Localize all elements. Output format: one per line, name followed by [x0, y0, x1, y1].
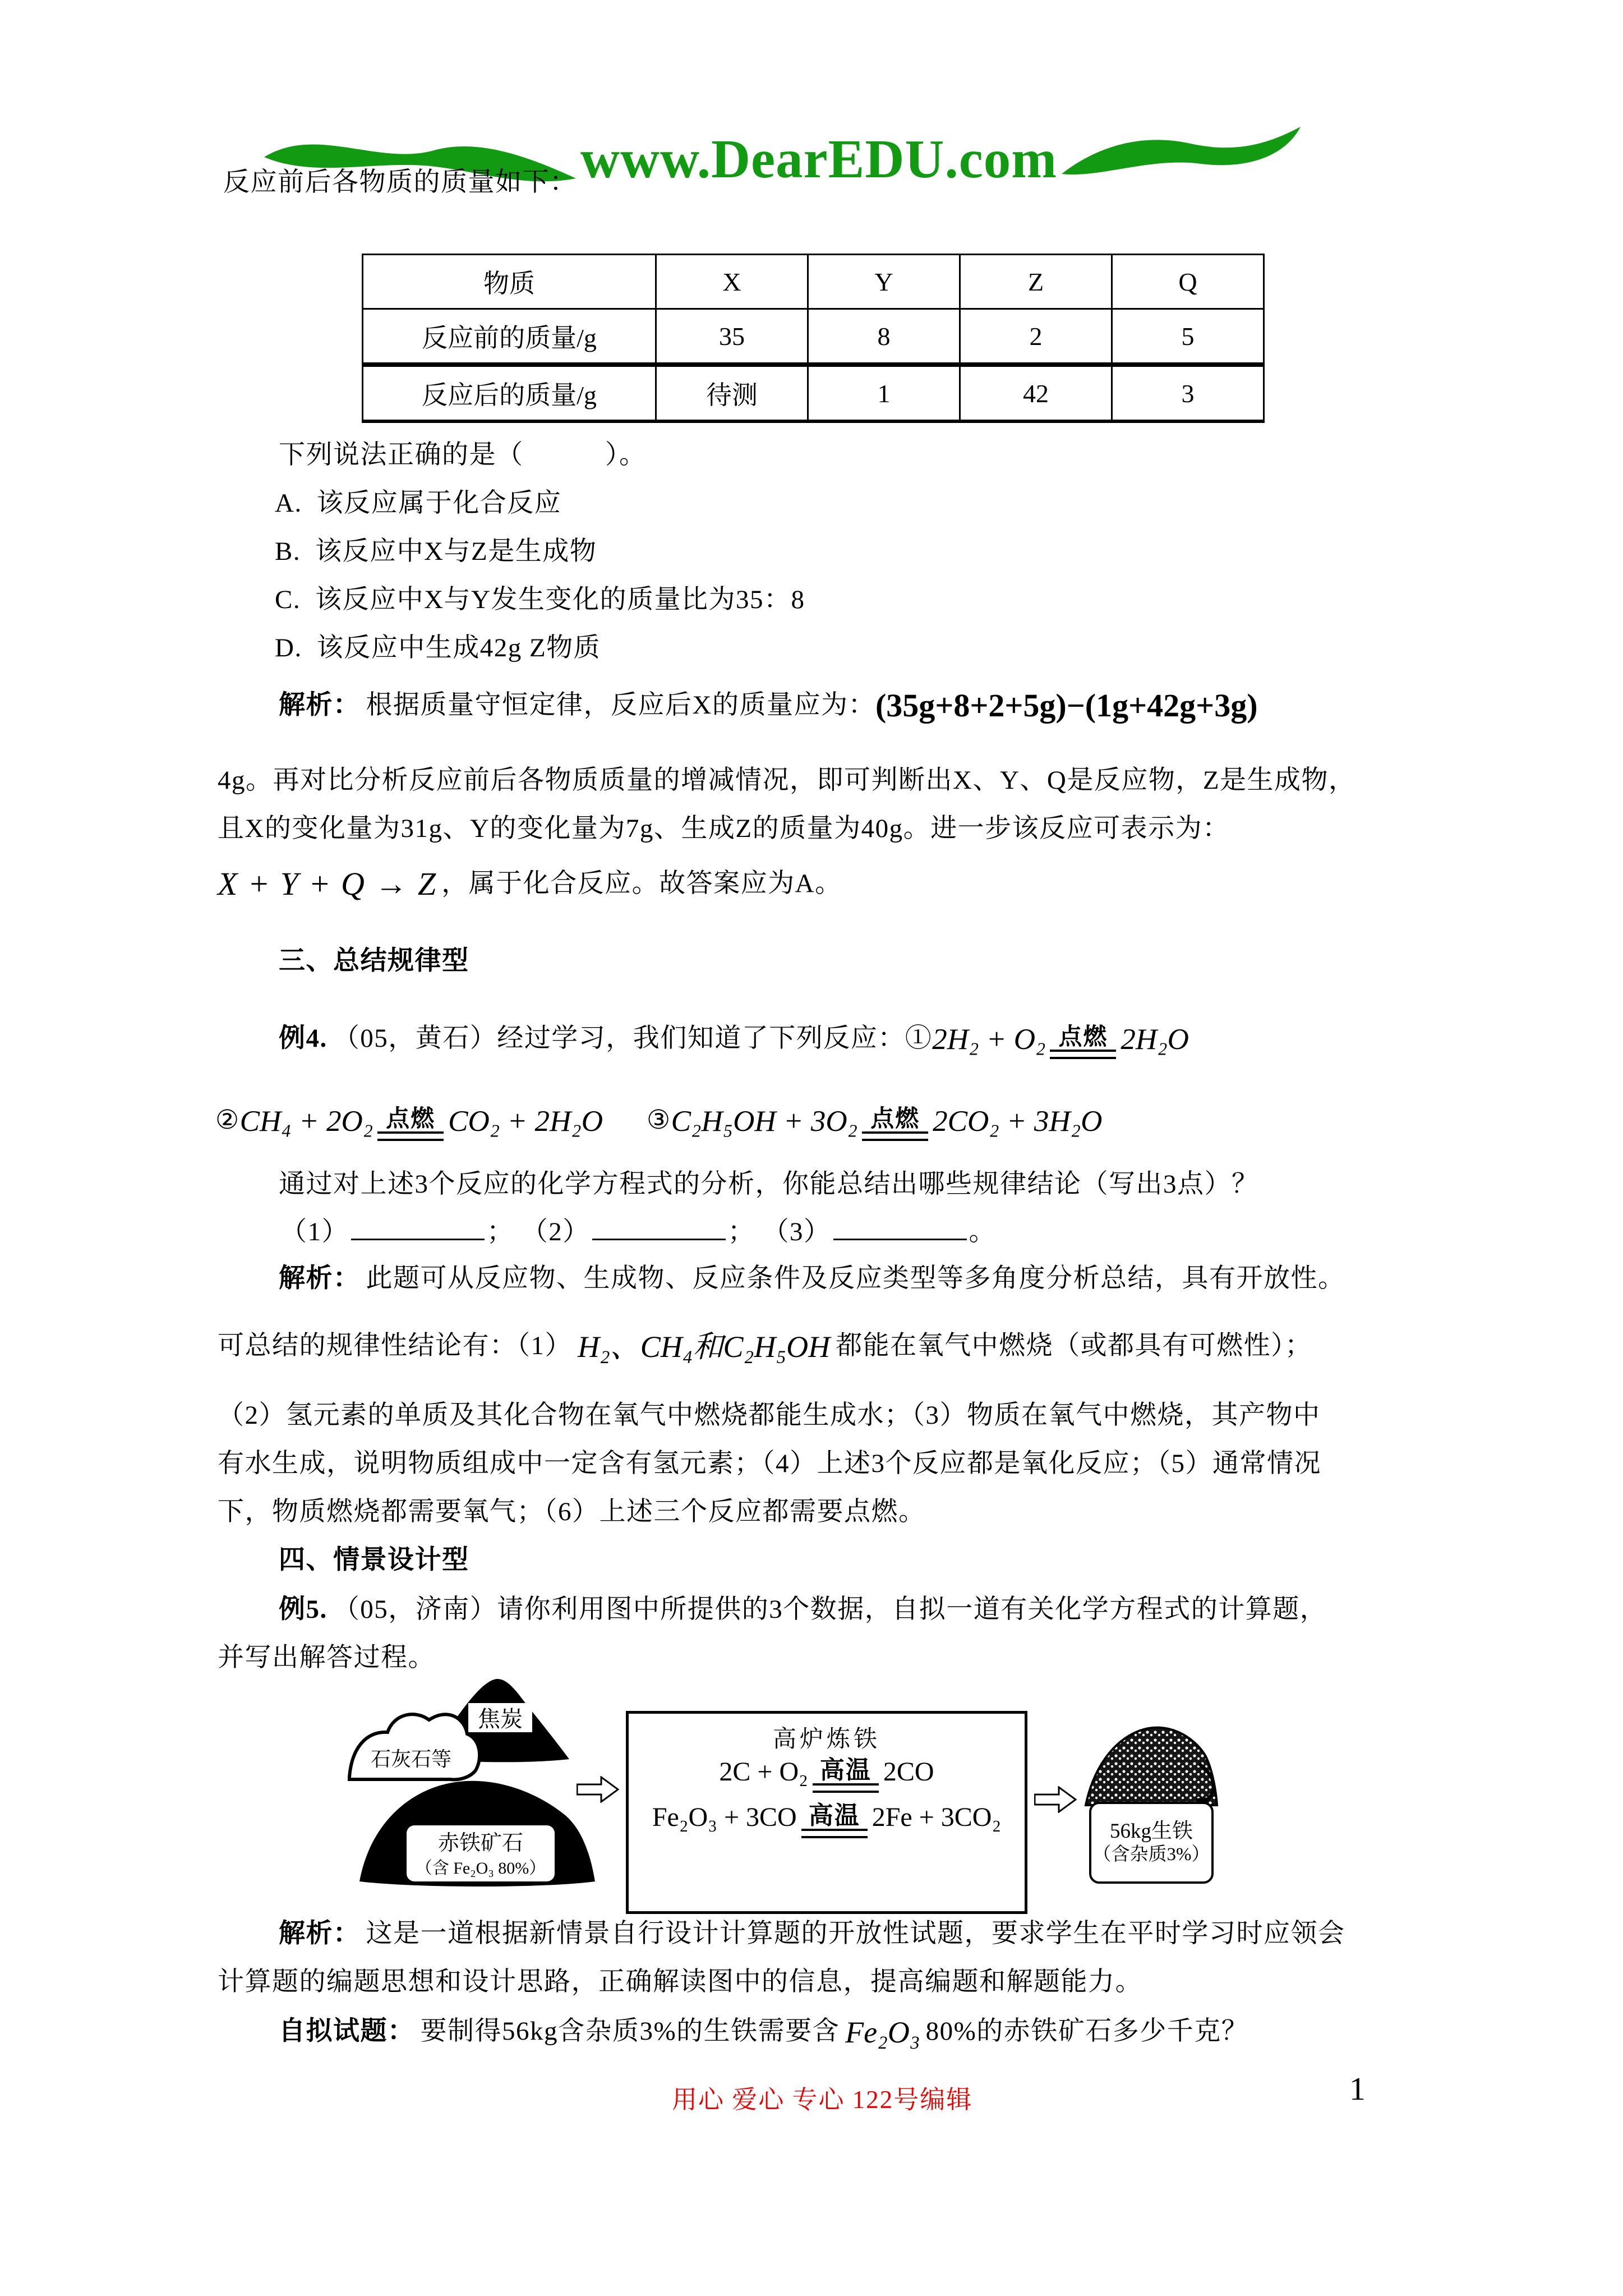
blank1-tail: ；: [487, 1217, 514, 1246]
furnace-equation-1: [719, 1756, 934, 1793]
flow-arrow-icon: [1034, 1786, 1077, 1813]
option-d: [275, 632, 601, 665]
furnace-eq1-condition: [813, 1757, 879, 1793]
blank3-tail: 。: [969, 1217, 996, 1246]
ignite-condition: 点燃: [386, 1106, 436, 1132]
answer-blanks-line: [280, 1214, 996, 1249]
pig-iron-output-box: [1089, 1802, 1214, 1884]
double-equals-line: [801, 1829, 868, 1838]
equation1-lhs: 2H₂ + O₂: [932, 1023, 1046, 1056]
table-cell: 3: [1112, 365, 1264, 421]
analysis-label: 解析：: [279, 1919, 361, 1948]
analysis1-line2: 4g。再对比分析反应前后各物质质量的增减情况，即可判断出X、Y、Q是反应物，Z是生成物，: [218, 766, 1356, 795]
blank2-tail: ；: [727, 1217, 755, 1246]
furnace-equation-2: [652, 1802, 1001, 1838]
table-cell: 35: [656, 309, 808, 365]
row-label: 反应后的质量/g: [363, 365, 656, 421]
high-temp-condition: 高温: [808, 1802, 860, 1830]
self-made-question-post: 80%的赤铁矿石多少千克？: [925, 2017, 1249, 2046]
example4-prompt: 通过对上述3个反应的化学方程式的分析，你能总结出哪些规律结论（写出3点）？: [279, 1170, 1259, 1199]
ignite-condition: 点燃: [1058, 1024, 1108, 1050]
equation3-lhs: C₂H₅OH + 3O₂: [671, 1105, 858, 1138]
table-cell: 2: [960, 309, 1112, 365]
output-impurity-label: （含杂质3%）: [1092, 1844, 1210, 1865]
option-text: 该反应中X与Y发生变化的质量比为35：8: [315, 585, 805, 614]
table-header-cell: Y: [808, 255, 960, 309]
analysis2-line2-post: 都能在氧气中燃烧（或都具有可燃性）；: [836, 1331, 1312, 1360]
option-c: [275, 583, 805, 616]
self-made-question-label: 自拟试题：: [279, 2017, 415, 2046]
option-text: 该反应中X与Z是生成物: [315, 537, 597, 566]
table-row: [363, 309, 1264, 365]
fuel-formulas: H₂、CH₄和C₂H₅OH: [578, 1330, 831, 1364]
analysis1-line4-text: ，属于化合反应。故答案应为A。: [441, 869, 842, 898]
equation3-rhs: 2CO₂ + 3H₂O: [933, 1105, 1103, 1138]
analysis3-text1: 这是一道根据新情景自行设计计算题的开放性试题，要求学生在平时学习时应领会: [366, 1919, 1345, 1948]
example5-label: 例5.: [279, 1595, 328, 1624]
analysis2-line4: 有水生成，说明物质组成中一定含有氢元素；（4）上述3个反应都是氧化反应；（5）通常情况: [218, 1449, 1321, 1478]
section4-title: 四、情景设计型: [279, 1545, 469, 1575]
output-mass-label: 56kg生铁: [1110, 1820, 1193, 1843]
arrow-shape: [1035, 1787, 1076, 1812]
example4-line1: [279, 1021, 1189, 1059]
flow-arrow-icon: [577, 1776, 619, 1803]
answer-blank-2: [592, 1214, 726, 1240]
equation2-rhs: CO₂ + 2H₂O: [448, 1105, 603, 1138]
furnace-eq2-lhs: Fe₂O₃ + 3CO: [652, 1802, 797, 1833]
question-stem: 下列说法正确的是（ ）。: [279, 440, 647, 470]
blank1-label: （1）: [280, 1217, 349, 1246]
equation2-lhs: CH₄ + 2O₂: [239, 1105, 374, 1138]
blast-furnace-box: [626, 1711, 1027, 1914]
option-label: C.: [275, 585, 301, 614]
answer-blank-3: [833, 1214, 967, 1240]
option-text: 该反应属于化合反应: [316, 489, 562, 518]
analysis1-line1: [279, 685, 1258, 726]
mass-table: [362, 254, 1265, 423]
hematite-formula: Fe₂O₃: [845, 2016, 920, 2049]
furnace-eq1-lhs: 2C + O₂: [719, 1757, 808, 1787]
table-cell: 5: [1112, 309, 1264, 365]
mass-conservation-formula: (35g+8+2+5g)−(1g+42g+3g): [875, 687, 1258, 724]
option-label: D.: [275, 633, 302, 662]
table-header-cell: Q: [1112, 255, 1264, 309]
example4-label: 例4.: [279, 1024, 328, 1053]
furnace-title: 高炉炼铁: [772, 1727, 880, 1752]
intro-text: 反应前后各物质的质量如下：: [223, 168, 577, 197]
analysis1-line3: 且X的变化量为31g、Y的变化量为7g、生成Z的质量为40g。进一步该反应可表示为：: [218, 814, 1230, 843]
high-temp-condition: 高温: [819, 1756, 872, 1784]
self-made-question: [279, 2014, 1248, 2052]
analysis2-line2-pre: 可总结的规律性结论有：（1）: [218, 1331, 572, 1360]
arrow-shape: [577, 1777, 618, 1802]
equation2-number: ②: [215, 1106, 240, 1135]
equation3-condition: [862, 1107, 928, 1141]
example4-intro: （05，黄石）经过学习，我们知道了下列反应：①: [333, 1024, 933, 1053]
option-text: 该反应中生成42g Z物质: [316, 633, 601, 662]
limestone-label: 石灰石等: [370, 1748, 452, 1770]
table-cell: 8: [808, 309, 960, 365]
answer-blank-1: [351, 1214, 485, 1240]
analysis-label: 解析：: [279, 1264, 361, 1293]
option-label: B.: [275, 537, 301, 566]
table-row: [363, 365, 1264, 421]
furnace-eq1-rhs: 2CO: [883, 1757, 934, 1787]
analysis1-line4: [218, 864, 842, 905]
analysis-lead: 根据质量守恒定律，反应后X的质量应为：: [366, 691, 875, 720]
double-equals-line: [1050, 1050, 1116, 1059]
analysis3-line1: [279, 1917, 1345, 1950]
analysis3-line2: 计算题的编题思想和设计思路，正确解读图中的信息，提高编题和解题能力。: [218, 1967, 1142, 1996]
example5-text: （05，济南）请你利用图中所提供的3个数据，自拟一道有关化学方程式的计算题，: [333, 1595, 1327, 1624]
pig-iron-pile-illustration: [1082, 1714, 1220, 1810]
table-header-cell: Z: [960, 255, 1112, 309]
self-made-question-pre: 要制得56kg含杂质3%的生铁需要含: [420, 2017, 840, 2046]
table-cell: 待测: [656, 365, 808, 421]
table-header-row: [363, 255, 1264, 309]
blank3-label: （3）: [762, 1217, 831, 1246]
analysis2-line2: [218, 1328, 1312, 1366]
ignite-condition: 点燃: [870, 1106, 920, 1132]
example5-line1: [279, 1593, 1327, 1626]
footer-motto: 用心 爱心 专心 122号编辑: [672, 2086, 973, 2114]
table-cell: 1: [808, 365, 960, 421]
option-a: [275, 487, 561, 520]
page-number: 1: [1349, 2070, 1366, 2107]
option-b: [275, 535, 597, 568]
reaction-expression: X + Y + Q → Z: [218, 866, 437, 902]
analysis-label: 解析：: [279, 691, 361, 720]
logo-text: www.DearEDU.com: [580, 128, 1058, 189]
example4-line2: [215, 1103, 1102, 1141]
table-header-cell: 物质: [363, 255, 656, 309]
analysis2-line3: （2）氢元素的单质及其化合物在氧气中燃烧都能生成水；（3）物质在氧气中燃烧，其产物中: [218, 1401, 1321, 1430]
logo-right-swoosh-icon: [1061, 122, 1302, 195]
row-label: 反应前的质量/g: [363, 309, 656, 365]
equation2-condition: [377, 1107, 444, 1141]
analysis2-text: 此题可从反应物、生成物、反应条件及反应类型等多角度分析总结，具有开放性。: [366, 1264, 1345, 1293]
double-equals-line: [377, 1131, 444, 1141]
blank2-label: （2）: [521, 1217, 590, 1246]
double-equals-line: [813, 1783, 879, 1793]
furnace-eq2-rhs: 2Fe + 3CO₂: [872, 1802, 1002, 1833]
hematite-content-label: （含 Fe₂O₃ 80%）: [415, 1859, 546, 1878]
coke-label: 焦炭: [478, 1706, 523, 1732]
double-equals-line: [862, 1131, 928, 1141]
table-header-cell: X: [656, 255, 808, 309]
analysis2-line1: [279, 1262, 1345, 1295]
equation1-rhs: 2H₂O: [1121, 1023, 1189, 1056]
analysis2-line5: 下，物质燃烧都需要氧气；（6）上述三个反应都需要点燃。: [218, 1497, 926, 1526]
furnace-eq2-condition: [801, 1803, 868, 1838]
hematite-label: 赤铁矿石: [437, 1832, 524, 1855]
example5-line2: 并写出解答过程。: [218, 1643, 435, 1672]
pig-iron-pile-shape: [1086, 1728, 1217, 1805]
option-label: A.: [275, 489, 302, 518]
equation3-number: ③: [646, 1106, 671, 1135]
equation1-condition: [1050, 1025, 1116, 1059]
table-cell: 42: [960, 365, 1112, 421]
section3-title: 三、总结规律型: [279, 946, 469, 976]
